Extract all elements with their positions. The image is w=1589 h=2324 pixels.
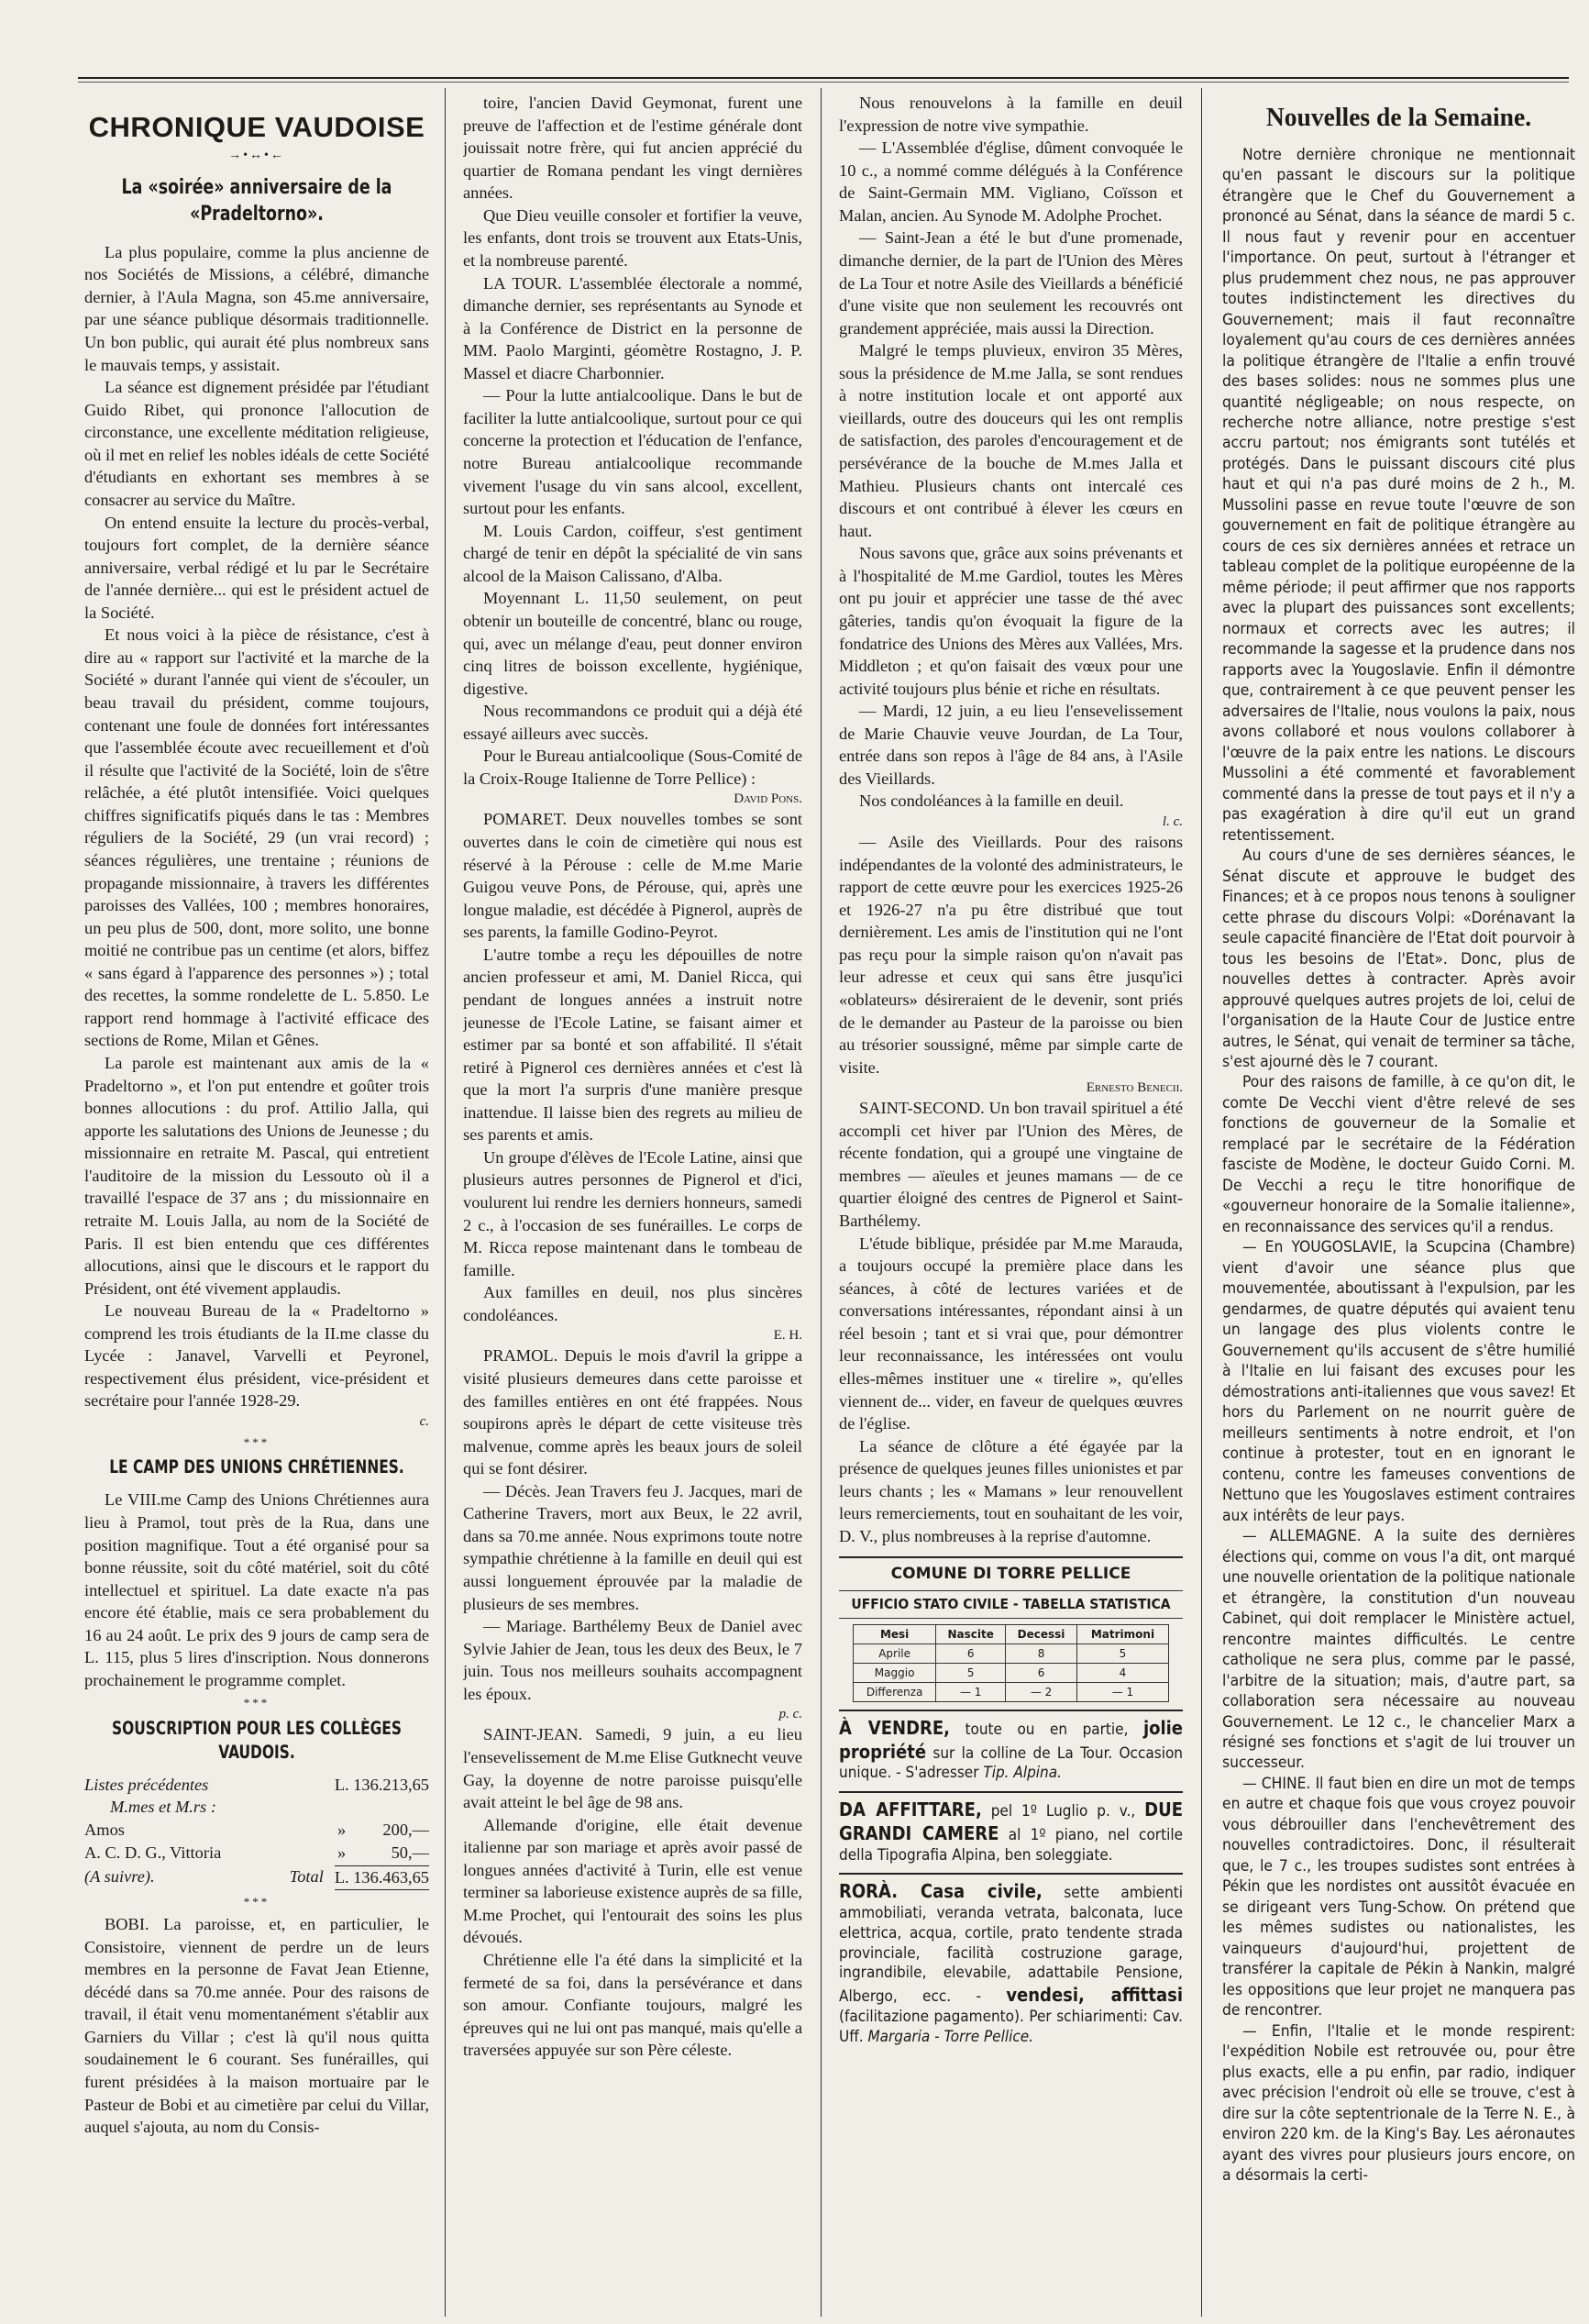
classified-ad: À VENDRE, toute ou en partie, jolie propriété sur la colline de La Tour. Occasion unique. - S'adresser Tip. Alpina. xyxy=(839,1710,1183,1784)
article-body xyxy=(463,1345,802,1705)
table-row: Maggio 5 6 4 xyxy=(854,1663,1169,1682)
paragraph: Chrétienne elle l'a été dans la simplicité et la fermeté de sa foi, dans la persévérance et dans son amour. Confiante toujours, malgré les épreuves qui ne lui ont pas manqué, mais qu'elle a traversées appuyée sur son Père céleste. xyxy=(463,1951,802,2060)
section-title: CHRONIQUE VAUDOISE xyxy=(88,111,425,143)
paragraph: Malgré le temps pluvieux, environ 35 Mères, sous la présidence de M.me Jalla, se sont rendues à notre institution locale et ont apporté aux vieillards, outre des douceurs qui les ont remplis de satisfaction, des paroles d'encouragement et de persévérance de la bouche de M.mes Jalla et Mathieu. Plusieurs chants ont intercalé ces discours et ont contribué à élever les cœurs en haut. xyxy=(839,341,1183,540)
paragraph: Le VIII.me Camp des Unions Chrétiennes aura lieu à Pramol, tout près de la Rua, dans une position magnifique. Tout a été organisé pour sa bonne réussite, soit du côté matériel, soit du côté intellectuel et spirituel. La date exacte n'a pas encore été établie, mais ce sera probablement du 16 au 24 août. Le prix des 9 jours de camp sera de L. 115, plus 5 lires d'inscription. Nous donnerons prochainement le programme complet. xyxy=(84,1490,429,1689)
article-signature: Ernesto Benecii. xyxy=(1086,1080,1183,1096)
paragraph: — Pour la lutte antialcoolique. Dans le but de faciliter la lutte antialcoolique, surtout pour ce qui concerne la protection et l'éducation de l'enfance, notre Bureau antialcoolique recommande vivement l'usage du vin sans alcool, excellent, surtout pour les enfants. xyxy=(463,386,802,518)
paragraph: — ALLEMAGNE. A la suite des dernières élections qui, comme on vous l'a dit, ont marqué une nouvelle orientation de la politique nationale et étrangère, la constitution d'un nouveau Cabinet, qui doit remplacer le Ministère actuel, rencontre maintes difficultés. Le centre catholique ne sera plus, comme par le passé, l'arbitre de la situation; mais, d'autre part, sa collaboration sera nécessaire au nouveau Gouvernement. Le 12 c., le chancelier Marx a résigné ses fonctions et s'agit de lui trouver un successeur. xyxy=(1222,1527,1575,1773)
paragraph: Aux familles en deuil, nos plus sincères condoléances. xyxy=(463,1283,802,1324)
article-body xyxy=(84,1488,429,1691)
paragraph: Nos condoléances à la famille en deuil. xyxy=(859,791,1124,811)
paragraph: Nous recommandons ce produit qui a déjà été essayé ailleurs avec succès. xyxy=(463,702,802,743)
column-1 xyxy=(84,92,429,2311)
article-body xyxy=(839,92,1183,813)
ufficio-title: UFFICIO STATO CIVILE - TABELLA STATISTICA xyxy=(839,1590,1183,1619)
article-body xyxy=(84,241,429,1412)
classified-ad: DA AFFITTARE, pel 1º Luglio p. v., DUE GRANDI CAMERE al 1º piano, nel cortile della Tipografia Alpina, ben soleggiate. xyxy=(839,1791,1183,1865)
paragraph: SAINT-JEAN. Samedi, 9 juin, a eu lieu l'ensevelissement de M.me Elise Gutknecht veuve Gay, la doyenne de notre paroisse puisqu'elle avait atteint le bel âge de 98 ans. xyxy=(463,1725,802,1812)
paragraph: Pour des raisons de famille, à ce qu'on dit, le comte De Vecchi vient d'être relevé de ses fonctions de gouverneur de la Somalie et remplacé par le secrétaire de la Fédération fasciste de Modène, le docteur Guido Corni. M. De Vecchi a reçu le titre honorifique de «gouverneur honoraire de la Somalie italienne», en reconnaissance des services qu'il a rendus. xyxy=(1222,1073,1575,1236)
paragraph: PRAMOL. Depuis le mois d'avril la grippe a visité plusieurs demeures dans cette paroisse et des familles entières en ont été frappées. Nous soupirons après le départ de cette visiteuse très malvenue, comme après les beaux jours de soleil qui se font désirer. xyxy=(463,1346,802,1478)
paragraph: Le nouveau Bureau de la « Pradeltorno » comprend les trois étudiants de la II.me classe du Lycée : Janavel, Varvelli et Peyronel, respectivement élus président, vice-président et secrétaire pour l'année 1928-29. xyxy=(84,1301,429,1411)
paragraph: — L'Assemblée d'église, dûment convoquée le 10 c., a nommé comme délégués à la Conférence de Saint-Germain MM. Vigliano, Coïsson et Malan, ancien. Au Synode M. Adolphe Prochet. xyxy=(839,138,1183,225)
column-3 xyxy=(839,92,1183,2311)
paragraph: BOBI. La paroisse, et, en particulier, le Consistoire, viennent de perdre un de leurs membres en la personne de Favat Jean Etienne, décédé dans sa 70.me année. Pour des raisons de travail, il était venu momentanément s'établir aux Garniers du Villar ; c'est là qu'il nous quitta soudainement le 6 courant. Ses funérailles, qui furent présidées à la maison mortuaire par le Pasteur de Bobi et au cimetière par celui du Villar, auquel s'ajouta, au nom du Consis- xyxy=(84,1915,429,2137)
article-title: SOUSCRIPTION POUR LES COLLÈGES VAUDOIS. xyxy=(112,1717,402,1763)
paragraph: Nous renouvelons à la famille en deuil l'expression de notre vive sympathie. xyxy=(839,94,1183,135)
subscription-donors-label: M.mes et M.rs : xyxy=(110,1798,216,1817)
paragraph: — Saint-Jean a été le but d'une promenade, dimanche dernier, de la part de l'Union des Mères de La Tour et notre Asile des Vieillards a bénéficié d'une visite que non seulement les recouvrés ont grandement appréciée, mais aussi la Direction. xyxy=(839,228,1183,338)
article-signature: p. c. xyxy=(778,1707,802,1722)
paragraph: — Enfin, l'Italie et le monde respirent: l'expédition Nobile est retrouvée ou, pour être plus exacts, elle a pu enfin, par radio, indiquer avec précision l'endroit où elle se trouve, c'est à dire sur la côte septentrionale de la Terre N. E., à environ 220 km. de la King's Bay. Les aéronautes ayant des vivres pour plusieurs jours encore, on a désormais la certi- xyxy=(1222,2021,1575,2186)
paragraph: — CHINE. Il faut bien en dire un mot de temps en autre et chaque fois que vous croyez pouvoir vous débrouiller dans l'enchevêtrement des nouvelles contradictoires. Donc, il résulterait que, le 7 c., les troupes sudistes sont entrées à Pékin que les nordistes ont aussitôt évacuée en se dirigeant vers Tung-Schow. On prétend que les mêmes sudistes ou nationalistes, les vainqueurs d'aujourd'hui, projettent de transférer la capitale de Pékin à Nankin, malgré les oppositions que leur projet ne manquera pas de rencontrer. xyxy=(1222,1774,1575,2020)
paragraph: — Mariage. Barthélemy Beux de Daniel avec Sylvie Jahier de Jean, tous les deux des Beux, le 7 juin. Tous nos meilleurs souhaits accompagnent les époux. xyxy=(463,1617,802,1703)
article-body xyxy=(839,1097,1183,1547)
article-signature: c. xyxy=(419,1414,429,1430)
paragraph: Nous savons que, grâce aux soins prévenants et à l'hospitalité de M.me Gardiol, toutes les Mères ont pu jouir et apprécier une tasse de thé avec gâteries, tandis qu'on évoquait la figure de la fondatrice des Unions des Mères aux Vallées, Mrs. Middleton ; et qu'on faisait des vœux pour une activité toujours plus bénie et riche en résultats. xyxy=(839,544,1183,698)
paragraph: Au cours d'une de ses dernières séances, le Sénat discute et approuve le budget des Finances; et à ce propos nous tenons à souligner cette phrase du discours Volpi: «Dorénavant la seule capacité financière de l'Etat doit pourvoir à tous les besoins de l'Etat». Donc, plus de nouvelles dettes à contracter. Après avoir approuvé quelques autres projets de loi, celui de l'organisation de la Haute Cour de Justice entre autres, le Sénat, qui venait de terminer sa tâche, s'est ajourné dès le 7 courant. xyxy=(1222,847,1575,1071)
column-divider xyxy=(1201,88,1202,2317)
stat-table: Mesi Nascite Decessi Matrimoni Aprile 6 8 5 Maggio 5 6 4 Differenza — 1 — 2 — 1 xyxy=(853,1624,1169,1702)
table-row: Aprile 6 8 5 xyxy=(854,1643,1169,1663)
paragraph: M. Louis Cardon, coiffeur, s'est gentiment chargé de tenir en dépôt la spécialité de vin sans alcool de la Maison Calissano, d'Alba. xyxy=(463,521,802,585)
subscription-list xyxy=(84,1774,429,1890)
article-title: La «soirée» anniversaire de la «Pradeltorno». xyxy=(121,176,392,227)
column-divider xyxy=(821,88,822,2317)
comune-title: COMUNE DI TORRE PELLICE xyxy=(890,1565,1131,1584)
header-rule-thin xyxy=(78,82,1569,83)
separator-stars: *** xyxy=(243,1435,270,1450)
article-title: LE CAMP DES UNIONS CHRÉTIENNES. xyxy=(109,1456,404,1478)
article-signature: l. c. xyxy=(1162,814,1183,829)
paragraph: — Décès. Jean Travers feu J. Jacques, mari de Catherine Travers, mort aux Beux, le 22 avril, dans sa 70.me année. Nous exprimons toute notre sympathie chrétienne à la famille en deuil qui est aussi longuement éprouvée par la maladie de plusieurs de ses membres. xyxy=(463,1481,802,1613)
paragraph: — Mardi, 12 juin, a eu lieu l'ensevelissement de Marie Chauvie veuve Jourdan, de La Tour, entrée dans son repos à l'âge de 84 ans, à l'Asile des Vieillards. xyxy=(839,702,1183,788)
article-body xyxy=(839,831,1183,1079)
news-title: Nouvelles de la Semaine. xyxy=(1265,103,1532,132)
paragraph: La parole est maintenant aux amis de la « Pradeltorno », et l'on put entendre et goûter trois bonnes allocutions : du prof. Attilio Jalla, qui apporte les salutations des Unions de Jeunesse ; du missionnaire en retraite M. Pascal, qui entretient l'auditoire de la mission du Lessouto où il a travaillé l'espace de 37 ans ; du missionnaire en retraite M. Louis Jalla, au nom de la Société de Paris. Il est bien entendu que ces différentes allocutions, ainsi que le discours et le rapport du Président, ont été vivement applaudis. xyxy=(84,1054,429,1298)
article-body xyxy=(84,1913,429,2139)
article-signature: E. H. xyxy=(773,1328,802,1344)
paragraph: Notre dernière chronique ne mentionnait qu'en passant le discours sur la politique étrangère que le Chef du Gouvernement a prononcé au Sénat, dans la séance de mardi 5 c. Il nous faut y revenir pour en accentuer l'importance. On peut, surtout à l'étranger et plus prudemment chez nous, ne pas approuver toutes indistinctement les directives du Gouvernement; mais il faut reconnaître loyalement qu'au cours de ces dernières années la politique étrangère de l'Italie a enfin trouvé des bases solides: nous ne sommes plus une quantité négligeable; on nous respecte, on recherche notre alliance, notre prestige s'est accru partout; nos émigrants sont tutélés et protégés. Dans le puissant discours cité plus haut et qui n'a pas duré moins de 2 h., M. Mussolini passe en revue toute l'œuvre de son gouvernement en fait de politique étrangère au cours de ces six dernières années et retrace un tableau complet de la politique européenne de la même période; il peut affirmer que nos rapports avec la plupart des puissances sont excellents; normaux et corrects avec les autres; il recommande la sagesse et la prudence dans nos rapports avec la Yougoslavie. Enfin il démontre que, contrairement à ce que peuvent penser les adversaires de l'Italie, nous voulons la paix, nous avons collaboré et nous voulons collaborer à l'œuvre de la paix entre les nations. Le discours Mussolini a été commenté et favorablement commenté dans la presse de tout pays et il n'y a pas exagération à dire qu'il eut un grand retentissement. xyxy=(1222,145,1575,845)
column-divider xyxy=(445,88,446,2317)
subscription-row: Amos » 200,— xyxy=(84,1820,429,1840)
article-body xyxy=(463,92,802,790)
paragraph: La séance de clôture a été égayée par la présence de quelques jeunes filles unionistes et par leurs chants ; les « Mamans » leur renouvellent leurs remerciements, tout en souhaitant de les voir, D. V., plus nombreuses à la reprise d'automne. xyxy=(839,1436,1183,1545)
paragraph: Que Dieu veuille consoler et fortifier la veuve, les enfants, dont trois se trouvent aux Etats-Unis, et la nombreuse parenté. xyxy=(463,205,802,270)
paragraph: L'autre tombe a reçu les dépouilles de notre ancien professeur et ami, M. Daniel Ricca, qui pendant de longues années a instruit notre jeunesse de l'Ecole Latine, se faisant aimer et estimer par sa bonté et son affabilité. Il s'était retiré à Pignerol ces dernières années et c'est là que la mort l'a surpris d'une manière presque inattendue. Il laisse bien des regrets au milieu de ses parents et amis. xyxy=(463,945,802,1145)
paragraph: L'étude biblique, présidée par M.me Marauda, a toujours occupé la première place dans les séances, à côté de lectures variées et de conversations intéressantes, répondant ainsi à un réel besoin ; tant et si vrai que, pour démontrer leur reconnaissance, les intéressées ont voulu elles-mêmes instituer une « tirelire », qu'elles viennent de... vider, en faveur de quelques œuvres de l'église. xyxy=(839,1234,1183,1433)
article-body xyxy=(1222,145,1575,2186)
subscription-total: (A suivre). Total L. 136.463,65 xyxy=(84,1865,429,1890)
subscription-prev-label: Listes précédentes xyxy=(84,1775,209,1794)
article-signature: David Pons. xyxy=(734,791,802,807)
paragraph: La séance est dignement présidée par l'étudiant Guido Ribet, qui prononce l'allocution de circonstance, une excellente méditation religieuse, où il met en relief les nobles idéals de cette Société d'étudiants en exhortant ses membres à se consacrer au service du Maître. xyxy=(84,378,429,509)
classified-ad: RORÀ. Casa civile, sette ambienti ammobiliati, veranda vetrata, balconata, luce elettrica, acqua, cortile, prato tendente strada provinciale, facilità costruzione garage, ingrandibile, elevabile, adattabile Pensione, Albergo, ecc. - vendesi, affittasi (facilitazione pagamento). Per schiarimenti: Cav. Uff. Margaria - Torre Pellice. xyxy=(839,1873,1183,2047)
paragraph: SAINT-SECOND. Un bon travail spirituel a été accompli cet hiver par l'Union des Mères, de récente fondation, qui a groupé une vingtaine de membres — aïeules et jeunes mamans — de ce quartier éloigné des centres de Pignerol et Saint-Barthélemy. xyxy=(839,1099,1183,1231)
paragraph: Allemande d'origine, elle était devenue italienne par son mariage et après avoir passé de longues années d'activité à Turin, elle est venue terminer sa laborieuse existence auprès de sa fille, M.me Prochet, qui l'entourait des soins les plus dévoués. xyxy=(463,1815,802,1947)
paragraph: Pour le Bureau antialcoolique (Sous-Comité de la Croix-Rouge Italienne de Torre Pellice) : xyxy=(463,747,802,788)
paragraph: POMARET. Deux nouvelles tombes se sont ouvertes dans le coin de cimetière qui nous est réservé à la Pérouse : celle de M.me Marie Guigou veuve Pons, de Pérouse, qui, après une longue maladie, est décédée à Pignerol, auprès de ses parents, la famille Godino-Peyrot. xyxy=(463,810,802,942)
paragraph: — Asile des Vieillards. Pour des raisons indépendantes de la volonté des administrateurs, le rapport de cette œuvre pour les exercices 1925-26 et 1926-27 n'a pu être distribué que tout dernièrement. Les amis de l'institution qui ne l'ont pas reçu pour la simple raison qu'on n'avait pas leur adresse et ceux qui sans être jusqu'ici «oblateurs» désireraient de le devenir, sont priés de le demander au Pasteur de la paroisse ou bien au trésorier soussigné, même par simple carte de visite. xyxy=(839,833,1183,1077)
subscription-prev-value: L. 136.213,65 xyxy=(334,1775,429,1794)
separator-stars: *** xyxy=(243,1696,270,1710)
table-row: Differenza — 1 — 2 — 1 xyxy=(854,1682,1169,1701)
article-body xyxy=(463,1723,802,2061)
paragraph: On entend ensuite la lecture du procès-verbal, toujours fort complet, de la dernière séance anniversaire, verbal rédigé et lu par le Secrétaire de l'année dernière... qui est le président actuel de la Société. xyxy=(84,513,429,622)
paragraph: — En YOUGOSLAVIE, la Scupcina (Chambre) vient d'avoir une séance plus que mouvementée, aboutissant à l'expulsion, par les gendarmes, de quatre députés qui avaient tenu un langage des plus violents contre le Gouvernement qu'ils accusent de s'être humilié à l'Italie en lui faisant des excuses pour les démostrations anti-italiennes que vous savez! Et hors du Parlement on ne nourrit guère de meilleurs sentiments à notre endroit, et l'on continue à protester, tout en en ignorant le contenu, contre les fameuses conventions de Nettuno que les Yougoslaves estiment contraires aux intérêts de leur pays. xyxy=(1222,1238,1575,1525)
header-rule xyxy=(78,77,1569,79)
column-2 xyxy=(463,92,802,2311)
separator-stars: *** xyxy=(243,1894,270,1909)
subscription-row: A. C. D. G., Vittoria » 50,— xyxy=(84,1843,429,1862)
ornament-divider: →•↔•← xyxy=(228,149,285,163)
paragraph: Moyennant L. 11,50 seulement, on peut obtenir un bouteille de concentré, blanc ou rouge, qui, avec un mélange d'eau, peut donner environ cinq litres de boisson excellente, hygiénique, digestive. xyxy=(463,589,802,698)
article-body xyxy=(463,808,802,1326)
column-4 xyxy=(1222,92,1575,2311)
paragraph: Et nous voici à la pièce de résistance, c'est à dire au « rapport sur l'activité et la marche de la Société » durant l'année qui vient de s'écouler, un beau travail du président, comme toujours, contenant une foule de données fort intéressantes que l'assemblée écoute avec recueillement et d'où il résulte que l'activité de la Société, loin de s'être relâchée, a été plutôt intensifiée. Voici quelques chiffres significatifs piqués dans le tas : Membres réguliers de la Société, 29 (un vrai record) ; séances régulières, une trentaine ; réunions de propagande missionnaire, à travers les différentes paroisses des Vallées, 100 ; membres honoraires, un peu plus de 500, dont, more solito, une bonne moitié ne contribue pas un centime (et alors, biffez « sans égard à l'apparence des personnes ») ; total des recettes, la somme rondelette de L. 5.850. Le rapport rend hommage à l'activité efficace des sections de Rome, Milan et Gênes. xyxy=(84,625,429,1050)
paragraph: LA TOUR. L'assemblée électorale a nommé, dimanche dernier, ses représentants au Synode et à la Conférence de District en la personne de MM. Paolo Marginti, géomètre Rostagno, J. P. Massel et diacre Charbonnier. xyxy=(463,273,802,382)
paragraph: La plus populaire, comme la plus ancienne de nos Sociétés de Missions, a célébré, dimanche dernier, à l'Aula Magna, son 45.me anniversaire, par une séance publique désormais traditionnelle. Un bon public, qui aurait été plus nombreux sans le mauvais temps, y assistait. xyxy=(84,242,429,374)
paragraph: Un groupe d'élèves de l'Ecole Latine, ainsi que plusieurs autres personnes de Pignerol et d'ici, voulurent lui rendre les derniers honneurs, samedi 2 c., à l'occasion de ses funérailles. Le corps de M. Ricca repose maintenant dans le tombeau de famille. xyxy=(463,1147,802,1279)
stat-box xyxy=(839,1556,1183,1701)
paragraph: toire, l'ancien David Geymonat, furent une preuve de l'affection et de l'estime générale dont jouissait notre frère, qui fut ancien apprécié du quartier de Romana pendant les vingt dernières années. xyxy=(463,94,802,203)
